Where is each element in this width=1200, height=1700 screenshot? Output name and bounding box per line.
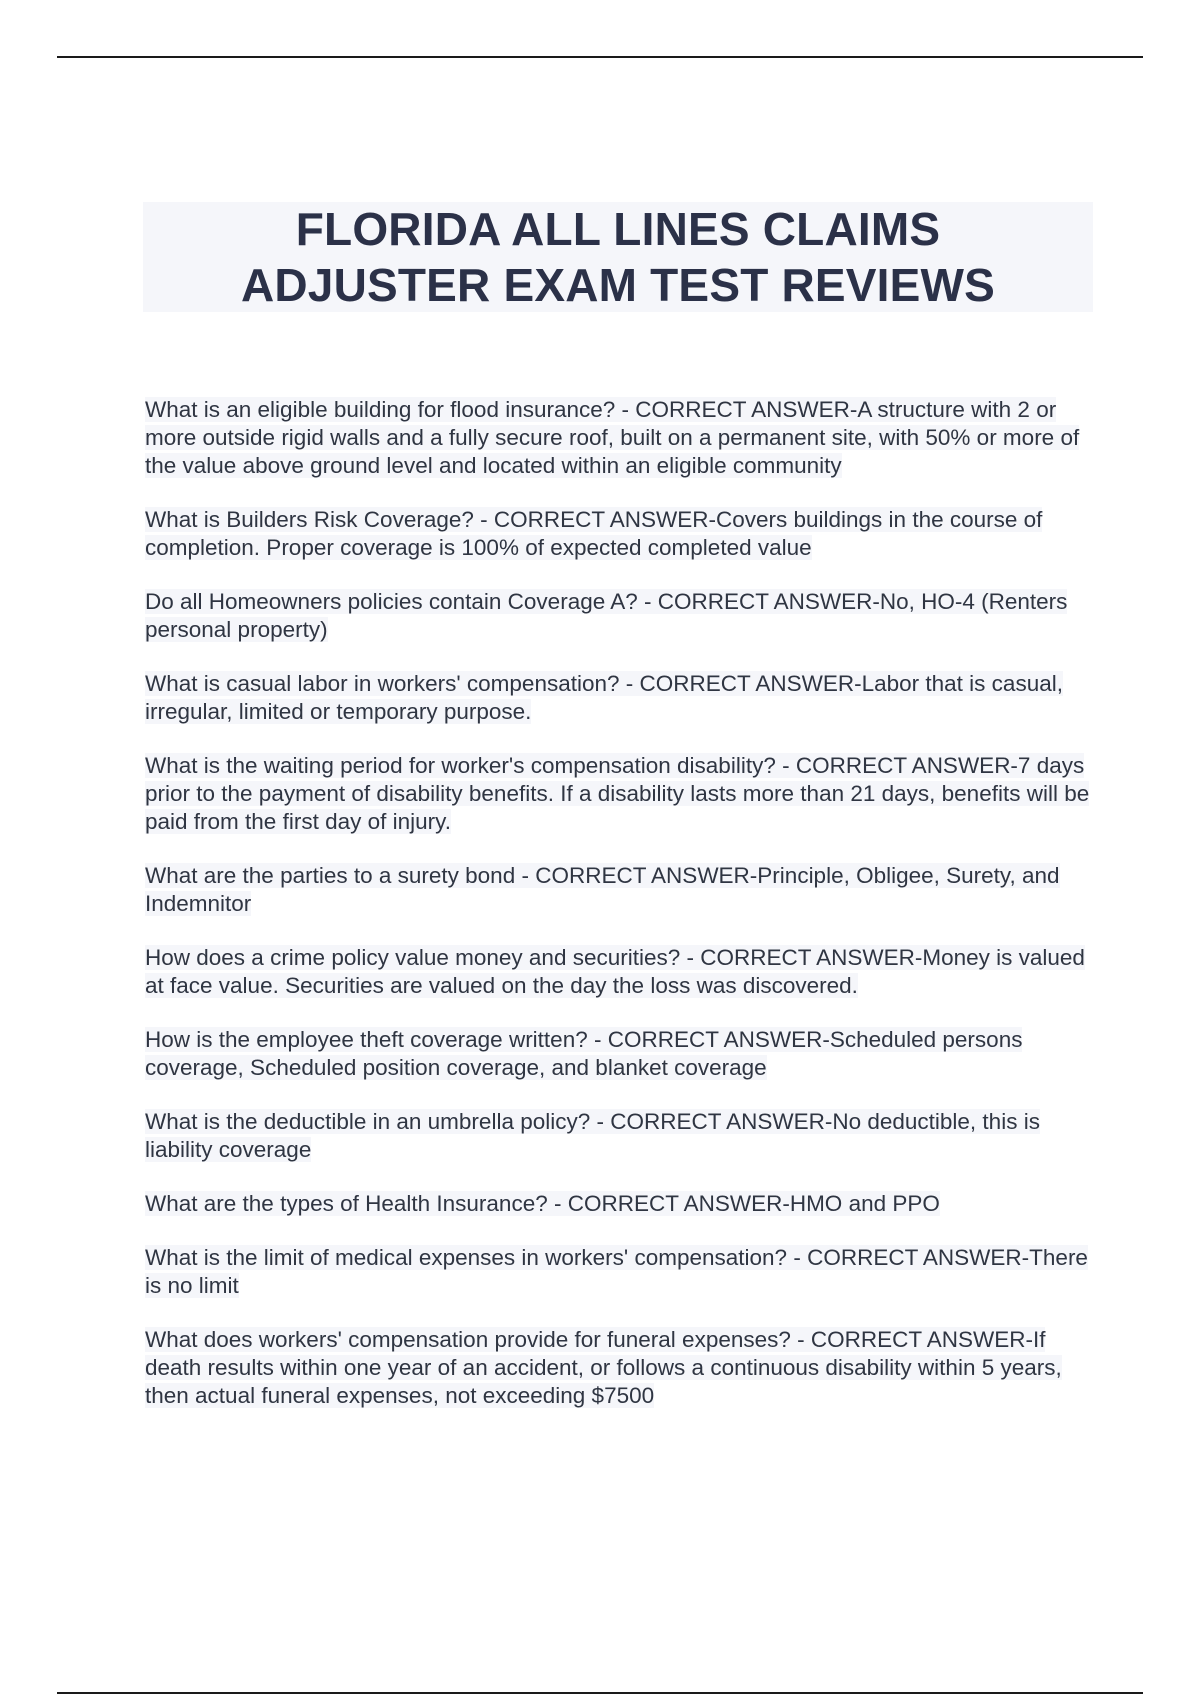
qa-item	[145, 588, 1095, 644]
qa-item	[145, 1190, 1095, 1218]
bottom-divider	[57, 1692, 1143, 1694]
qa-item-text: What is the waiting period for worker's compensation disability? - CORRECT ANSWER-7 days prior to the payment of disability benefits. If a disability lasts more than 21 days, benefits will be paid from the first day of injury.	[145, 753, 1090, 834]
qa-item	[145, 1108, 1095, 1164]
qa-item	[145, 1026, 1095, 1082]
qa-item-text: What are the types of Health Insurance? - CORRECT ANSWER-HMO and PPO	[145, 1191, 940, 1216]
qa-item	[145, 752, 1095, 836]
qa-item-text: Do all Homeowners policies contain Coverage A? - CORRECT ANSWER-No, HO-4 (Renters personal property)	[145, 589, 1068, 642]
qa-item-text: What is the limit of medical expenses in workers' compensation? - CORRECT ANSWER-There is no limit	[145, 1245, 1088, 1298]
qa-item	[145, 506, 1095, 562]
qa-list	[145, 396, 1095, 1436]
qa-item	[145, 1244, 1095, 1300]
qa-item-text: What is casual labor in workers' compensation? - CORRECT ANSWER-Labor that is casual, irregular, limited or temporary purpose.	[145, 671, 1063, 724]
qa-item-text: What is Builders Risk Coverage? - CORRECT ANSWER-Covers buildings in the course of completion. Proper coverage is 100% of expected completed value	[145, 507, 1043, 560]
qa-item	[145, 670, 1095, 726]
qa-item-text: What does workers' compensation provide for funeral expenses? - CORRECT ANSWER-If death results within one year of an accident, or follows a continuous disability within 5 years, then actual funeral expenses, not exceeding $7500	[145, 1327, 1062, 1408]
qa-item	[145, 1326, 1095, 1410]
title-banner	[143, 202, 1093, 312]
qa-item	[145, 862, 1095, 918]
qa-item-text: What are the parties to a surety bond - CORRECT ANSWER-Principle, Obligee, Surety, and Indemnitor	[145, 863, 1060, 916]
qa-item-text: What is the deductible in an umbrella policy? - CORRECT ANSWER-No deductible, this is liability coverage	[145, 1109, 1040, 1162]
qa-item	[145, 944, 1095, 1000]
qa-item-text: What is an eligible building for flood insurance? - CORRECT ANSWER-A structure with 2 or more outside rigid walls and a fully secure roof, built on a permanent site, with 50% or more of the value above ground level and located within an eligible community	[145, 397, 1080, 478]
top-divider	[57, 56, 1143, 58]
title-line-1: FLORIDA ALL LINES CLAIMS	[295, 203, 941, 255]
title-line-2: ADJUSTER EXAM TEST REVIEWS	[240, 259, 996, 311]
qa-item-text: How does a crime policy value money and securities? - CORRECT ANSWER-Money is valued at face value. Securities are valued on the day the loss was discovered.	[145, 945, 1085, 998]
qa-item	[145, 396, 1095, 480]
qa-item-text: How is the employee theft coverage written? - CORRECT ANSWER-Scheduled persons coverage, Scheduled position coverage, and blanket coverage	[145, 1027, 1023, 1080]
